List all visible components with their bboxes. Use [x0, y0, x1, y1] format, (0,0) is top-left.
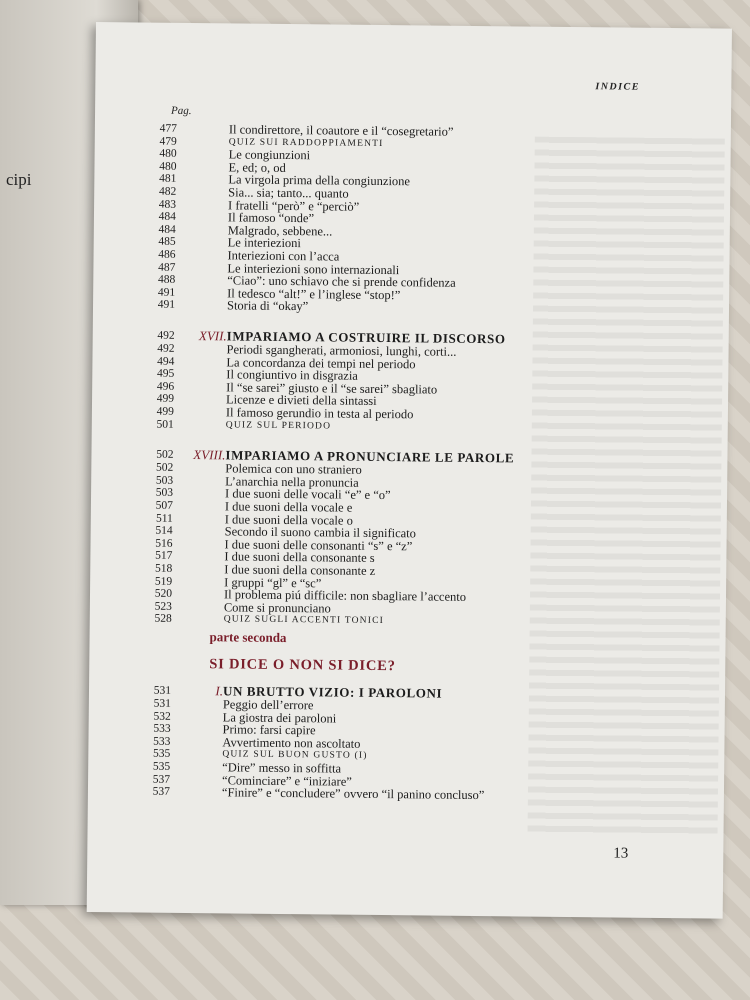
chapter-title: UN BRUTTO VIZIO: I PAROLONI: [222, 683, 443, 701]
page-ref: 535: [152, 760, 171, 773]
chapter-title: IMPARIAMO A COSTRUIRE IL DISCORSO: [226, 328, 506, 347]
part-label: parte seconda: [209, 629, 287, 646]
entry-title: Il congiuntivo in disgrazia: [226, 367, 358, 383]
page-ref: 491: [157, 299, 176, 312]
chapter-title: IMPARIAMO A PRONUNCIARE LE PAROLE: [225, 447, 515, 466]
entry-title: La giostra dei paroloni: [222, 709, 337, 726]
page-ref: 520: [154, 587, 173, 601]
entry-title: Malgrado, sebbene...: [227, 223, 333, 239]
entry-title: Il famoso gerundio in testa al periodo: [225, 405, 414, 422]
page-ref: 517: [155, 550, 173, 563]
page-ref: 477: [159, 122, 177, 135]
entry-title: I due suoni della consonante z: [224, 562, 376, 578]
page-ref: 503: [155, 474, 174, 487]
page-ref: 481: [159, 173, 177, 186]
entry-title: La concordanza dei tempi nel periodo: [226, 354, 416, 371]
entry-title: Le interiezioni sono internazionali: [227, 260, 400, 277]
entry-title: “Dire” messo in soffitta: [222, 760, 342, 776]
page-ref: 483: [158, 198, 177, 211]
entry-title: Polemica con uno straniero: [225, 461, 362, 477]
entry-title: Interiezioni con l’acca: [227, 248, 340, 264]
page-ref: 499: [156, 405, 174, 418]
entry-title: L’anarchia nella pronuncia: [225, 474, 359, 490]
page-ref: 487: [158, 261, 176, 274]
page-ref: 537: [152, 785, 171, 799]
entry-title: Sia... sia; tanto... quanto: [228, 185, 349, 201]
page-ref: 514: [155, 524, 173, 538]
page-ref: 502: [156, 448, 174, 462]
page-ref: 532: [153, 710, 171, 723]
entry-title: Periodi sgangherati, armoniosi, lunghi, corti...: [226, 342, 457, 359]
page-ref: 516: [155, 537, 173, 550]
index-page: [87, 22, 732, 919]
entry-title: I due suoni delle consonanti “s” e “z”: [224, 537, 413, 554]
page-ref: 533: [153, 735, 171, 748]
page-ref: 523: [154, 600, 172, 613]
page-ref: 503: [155, 487, 174, 500]
entry-title: Le congiunzioni: [228, 147, 311, 163]
entry-title: Il condirettore, il coautore e il “cosegretario”: [228, 122, 454, 139]
entry-title: QUIZ SUI RADDOPPIAMENTI: [228, 136, 384, 149]
page-ref: 501: [156, 418, 174, 431]
entry-title: Le interiezioni: [227, 235, 301, 251]
page-ref: 482: [158, 185, 177, 198]
page-ref: 533: [153, 722, 171, 736]
entry-title: I due suoni della vocale e: [224, 499, 353, 515]
entry-title: Come si pronunciano: [223, 600, 331, 616]
page-ref: 484: [158, 210, 177, 224]
entry-title: I due suoni della vocale o: [224, 511, 353, 528]
entry-title: Avvertimento non ascoltato: [222, 735, 361, 751]
page-ref: 511: [155, 512, 173, 525]
entry-title: Peggio dell’errore: [222, 697, 314, 713]
entry-title: E, ed; o, od: [228, 160, 286, 175]
page-ref: 499: [156, 393, 175, 406]
page-ref: 480: [159, 147, 177, 161]
page-ref: 528: [154, 613, 172, 626]
page-ref: 492: [157, 342, 175, 355]
page-ref: 484: [158, 223, 176, 236]
entry-title: Il “se sarei” giusto e il “se sarei” sbagliato: [226, 380, 438, 397]
page-ref: 496: [156, 380, 175, 393]
page-ref: 531: [153, 697, 171, 710]
chapter-numeral: I.: [215, 683, 224, 699]
entry-title: I fratelli “però” e “perciò”: [228, 197, 360, 214]
page-ref: 519: [154, 575, 173, 588]
page-ref: 507: [155, 499, 174, 512]
page-ref: 502: [156, 461, 174, 475]
part-title: SI DICE O NON SI DICE?: [209, 656, 396, 675]
entry-title: QUIZ SUL BUON GUSTO (I): [222, 749, 368, 762]
running-header: INDICE: [595, 81, 640, 93]
entry-title: QUIZ SUGLI ACCENTI TONICI: [223, 614, 385, 627]
entry-title: QUIZ SUL PERIODO: [225, 419, 332, 432]
page-number: 13: [613, 845, 629, 862]
entry-title: Il tedesco “alt!” e l’inglese “stop!”: [227, 286, 401, 302]
page-ref: 518: [154, 562, 173, 575]
page-ref: 485: [158, 236, 176, 249]
entry-title: Primo: farsi capire: [222, 722, 316, 738]
page-ref: 479: [159, 135, 177, 148]
entry-title: “Finire” e “concludere” ovvero “il panino concluso”: [221, 785, 485, 803]
page-ref: 495: [157, 367, 175, 381]
entry-title: I due suoni delle vocali “e” e “o”: [224, 486, 391, 503]
entry-title: Il famoso “onde”: [227, 210, 315, 226]
page-ref: 535: [153, 748, 171, 761]
entry-title: Il problema piú difficile: non sbagliare l’accento: [223, 587, 467, 605]
entry-title: I gruppi “gl” e “sc”: [224, 574, 322, 590]
entry-title: “Ciao”: uno schiavo che si prende confidenza: [227, 273, 456, 290]
entry-title: Storia di “okay”: [226, 298, 309, 314]
page-ref: 480: [159, 160, 177, 173]
entry-title: I due suoni della consonante s: [224, 549, 375, 566]
page-ref: 488: [157, 273, 176, 287]
page-ref: 492: [157, 329, 175, 342]
entry-title: La virgola prima della congiunzione: [228, 172, 411, 189]
page-ref: 494: [157, 355, 175, 368]
chapter-numeral: XVIII.: [193, 447, 226, 463]
entry-title: “Cominciare” e “iniziare”: [221, 772, 352, 789]
page-ref: 531: [153, 684, 172, 697]
left-page-text-fragment: cipi: [6, 170, 32, 189]
page-ref: 491: [157, 286, 176, 299]
page-ref: 537: [152, 773, 171, 786]
entry-title: Licenze e divieti della sintassi: [225, 392, 377, 409]
chapter-numeral: XVII.: [198, 328, 227, 344]
page-column-label: Pag.: [171, 104, 192, 118]
entry-title: Secondo il suono cambia il significato: [224, 524, 417, 541]
page-ref: 486: [158, 248, 176, 261]
